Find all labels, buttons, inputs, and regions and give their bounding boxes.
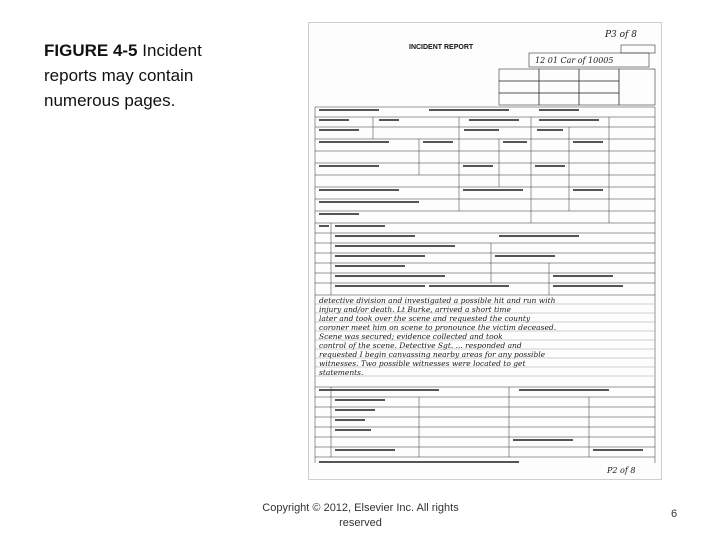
report-title: INCIDENT REPORT	[409, 44, 474, 51]
copyright-notice: Copyright © 2012, Elsevier Inc. All rights reserved	[262, 502, 459, 529]
narrative-line: detective division and investigated a possible hit and run with	[319, 296, 556, 305]
page-note-bottom: P2 of 8	[607, 466, 636, 475]
figure-caption-text: Incident reports may contain numerous pages.	[44, 41, 202, 110]
case-number-handwritten: 12 01 Car of 10005	[535, 56, 614, 65]
slide-page-number: 6	[670, 508, 678, 520]
incident-report-scan	[308, 22, 662, 480]
figure-caption	[44, 38, 244, 113]
incident-report-form	[309, 23, 661, 479]
narrative-line: Scene was secured; evidence collected and took	[319, 332, 503, 341]
narrative-line: statements.	[319, 368, 364, 377]
page-note-top: P3 of 8	[605, 30, 637, 40]
narrative-line: witnesses. Two possible witnesses were located to get	[319, 359, 526, 368]
narrative-line: later and took over the scene and requested the county	[319, 314, 531, 323]
narrative-line: injury and/or death. Lt Burke, arrived a short time	[319, 305, 511, 314]
narrative-line: control of the scene. Detective Sgt. ... responded and	[319, 341, 522, 350]
figure-label: FIGURE 4-5	[44, 41, 138, 60]
narrative-line: requested I begin canvassing nearby areas for any possible	[319, 350, 546, 359]
narrative-line: coroner meet him on scene to pronounce the victim deceased.	[319, 323, 557, 332]
header-field-boxes	[499, 45, 655, 105]
handwritten-narrative	[319, 296, 556, 377]
printed-field-labels	[319, 109, 643, 463]
